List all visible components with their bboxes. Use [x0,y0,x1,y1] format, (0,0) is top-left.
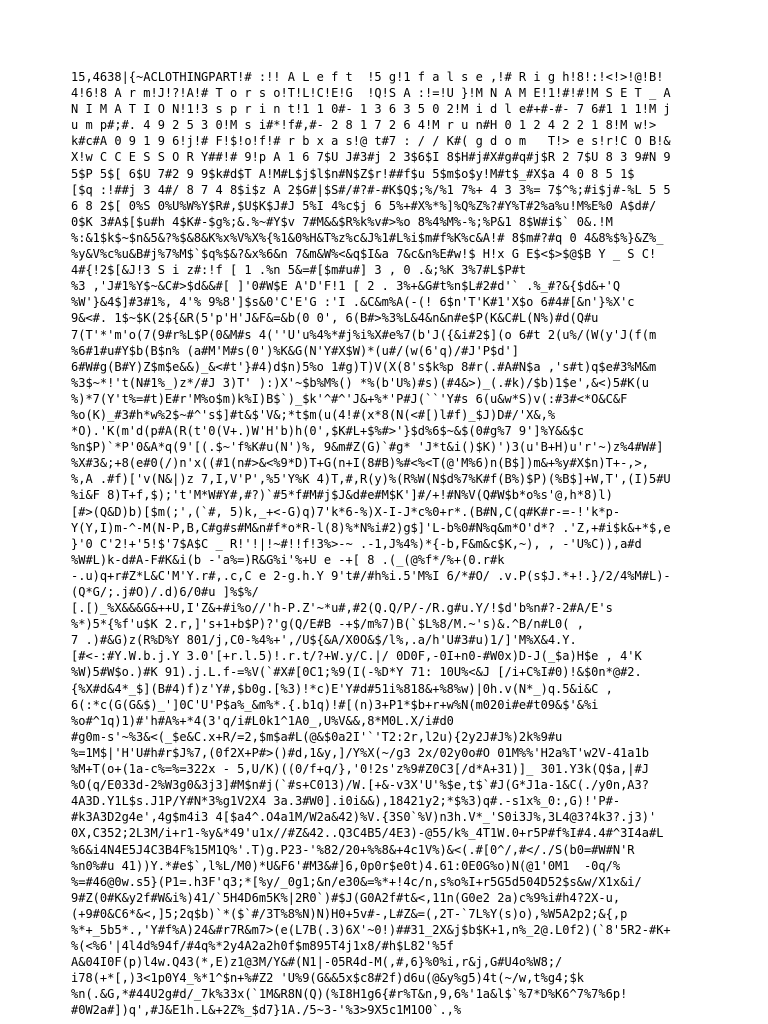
text-line: X!w C C E S S O R Y##!# 9!p A 1 6 7$U J#3#j 2 3$6$I 8$H#j#X#g#q#j$R 2 7$U 8 3 9#N 9 [71,150,671,165]
text-line: %n(.&G,*#44U2g#d/_7k%33x(`1M&R8N(Q)(%I8H1g6{#r%T&n,9,6%'1a&l$`%7*D%K6^7%7%6p! [71,987,628,1002]
text-line: (Q*G/;.j#O)/.d)6/0#u ]%$%/ [71,585,259,599]
text-line: 15,4638|{~ACLOTHINGPART!# :!! A L e f t !5 g!1 f a l s e ,!# R i g h!8!:!<!>!@!B! [71,70,664,84]
text-line: (+9#0&C6*&<,]5;2q$b)`*($`#/3T%8%N)N)H0+5v#-,L#Z&=(,2T-`7L%Y(s)o),%W5A2p2;&{,p [71,906,628,921]
text-line: %=#46@0w.s5}(P1=.h3F'q3;*[%y/_0g1;&n/e30&=%*+!4c/n,s%o%I+r5G5d504D52$s&w/X1x&i/ [71,874,642,889]
text-line: 9#Z(0#K&y2f#W&i%)41/`5H4D6m5K%|2R0`)#$J(G0A2f#t&<,11n(G0e2 2a)c%9%i#h4?2X-u, [71,890,621,905]
text-line: N I M A T I O N!1!3 s p r i n t!1 1 0#- 1 3 6 3 5 0 2!M i d l e#+#-#- 7 6#1 1 1!M j [71,102,671,117]
text-line: *O).'K(m'd(p#A(R(t'0(V+.)W'H'b)h(0',$K#L+$%#>'}$d%6$~&$(0#g%7 9']%Y&&$c [71,424,584,439]
text-line: %W)5#W$o.)#K 91).j.L.f-=%V(`#X#[0C1;%9(I(-%D*Y 71: 10U%<&J [/i+C%I#0)!&$0n*@#2. [71,665,642,680]
text-line: 4A3D.Y1L$s.J1P/Y#N*3%g1V2X4 3a.3#W0].i0i&&),18421y2;*$%3)q#.-s1x%_0:,G)!'P#- [71,794,621,809]
text-line: 4!6!8 A r m!J!?!A!# T o r s o!T!L!C!E!G !Q!S A :!=!U }!M N A M E!1!#!#!M S E T _ A [71,86,671,101]
text-line: %)*7(Y't%=#t)E#r'M%o$m)k%I)B$`)_$k'^#^'J&+%*'P#J(``'Y#s 6(u&w*S)v(:#3#<*O&C&F [71,391,628,406]
text-line: 0$K 3#A$[$u#h 4$K#-$g%;&.%~#Y$v 7#M&&$R%k%v#>%o 8%4%M%-%;%P&1 8$W#i$` 0&.!M [71,214,613,229]
text-line: %3$~*!'t(N#1%_)z*/#J 3)T' ):)X'~$b%M%() *%(b'U%)#s)(#4&>)_(.#k)/$b)1$e',&<)5#K(u [71,375,649,390]
document-page [71,69,711,1018]
text-line: #g0m-s'~%3&<(_$e&C.x+R/=2,$m$a#L(@&$0a2I'`'T2:2r,l2u){2y2J#J%)2k%9#u [71,729,563,744]
text-line: %W'}&4$]#3#1%, 4'% 9%8']$s&0'C'E'G :'I .&C&m%A(-(! 6$n'T'K#1'X$o 6#4#[&n'}%X'c [71,295,635,310]
text-line: %:&1$k$~$n&5&?%$&8&K%x%V%X%{%1&0%H&T%z%c&J%1#L%i$m#f%K%c&A!# 8$m#?#q 0 4&8%$%}&Z%_ [71,230,664,245]
text-line: u m p#;#. 4 9 2 5 3 0!M s i#*!f#,#- 2 8 1 7 2 6 4!M r u n#H 0 1 2 4 2 2 1 8!M w!> [71,118,657,133]
text-line: %*)5*{%f'u$K 2.r,]'s+1+b$P)?'g(Q/E#B -+$/m%7)B(`$L%8/M.~'s)&.^B/n#L0( , [71,617,584,632]
text-line: A&04I0F(p)l4w.Q43(*,E)z1@3M/Y&#(N1|-05R4d-M(,#,6}%0%i,r&j,G#U4o%W8;/ [71,955,563,970]
text-line: 6 8 2$[ 0%S 0%U%W%Y$R#,$U$K$J#J 5%I 4%c$j 6 5%+#X%*%]%Q%Z%?#Y%T#2%a%u!M%E%0 A$d#/ [71,198,657,213]
text-line: %o(K)_#3#h*w%2$~#^'s$]#t&$'V&;*t$m(u(4!#(x*8(N(<#[)l#f)_$J)D#/'X&,% [71,407,556,422]
text-line: %=1M$|'H'U#h#r$J%7,(0f2X+P#>()#d,1&y,]/Y%X(~/g3 2x/02y0o#O 01M%%'H2a%T'w2V-41a1b [71,745,649,760]
text-line: %*+_5b5*.,'Y#f%A)24&#r7R&m7>(e(L7B(.3)6X'~0!)##31_2X&j$b$K+1,n%_2@.L0f2)(`8'5R2-#K+ [71,922,671,937]
text-line: %i&F 8)T+f,$);'t'M*W#Y#,#?)`#5*f#M#j$J&d#e#M$K']#/+!#N%V(Q#W$b*o%s'@,h*8)l) [71,488,613,503]
text-line: %,A .#f)['v(N&|)z 7,I,V'P',%5'Y%K 4)T,#,R(y)%(R%W(N$d%7%K#f(B%)$P)(%B$]+W,T',(I)5#U [71,472,671,487]
text-line: {%X#d&4*_$](B#4)f)z'Y#,$b0g.[%3)!*c)E'Y#d#51i%818&+%8%w)|0h.v(N*_)q.5&i&C , [71,681,613,696]
text-line: #0W2a#])q',#J&E1h.L&+2Z%_$d7}1A./5~3-'%3>9X5c1M1O0`.,% [71,1003,462,1018]
text-line: i78(+*[,)3<1p0Y4_%*1^$n+%#Z2 'U%9(G&&5x$c8#2f)d6u(@&y%g5)4t(~/w,t%g4;$k [71,971,584,986]
text-line: }'0 C'2!+'5!$'7$A$C _ R!'!|!~#!!f!3%>-~ .-1,J%4%)*{-b,F&m&c$K,~), , -'U%C)),a#d [71,536,642,551]
text-line: 9&<#. 1$~$K(2${&R(5'p'H'J&F&=&b(0 0', 6(B#>%3%L&4&n&n#e$P(K&C#L(N%)#d(Q#u [71,311,599,326]
text-line: 6#W#g(B#Y)Z$m$e&&)_&<#t'}#4)d$n)5%o 1#g)T)V(X(8's$k%p 8#r(.#A#N$a ,'s#t)q$e#3%M&m [71,359,657,374]
text-line: %3 ,'J#1%Y$~&C#>$d&&#[ ]'0#W$E A'D'F!1 [ 2 . 3%+&G#t%n$L#2#d'` .%_#?&{$d&+'Q [71,279,621,294]
text-line: #k3A3D2g4e',4g$m4i3 4[$a4^.O4a1M/W2a&42)%V.{3S0`%V)n3h.V*_'S0i3J%,3L4@3?4k3?.j3)' [71,810,657,825]
text-line: %n0%#u 41))Y.*#e$`,l%L/M0)*U&F6'#M3&#]6,0p0r$e0t)4.61:0E0G%o)N(@1'0M1 -0q/% [71,858,621,873]
text-line: %o#^1q)1)#'h#A%+*4(3'q/i#L0k1^1A0_,U%V&&,8*M0L.X/i#d0 [71,713,454,728]
text-line: %6#1#u#Y$b(B$n% (a#M'M#s(0')%K&G(N'Y#X$W)*(u#/(w(6'q)/#J'P$d'] [71,343,519,358]
text-line: %y&V%c%u&B#j%7%M$`$q%$&?&x%6&n 7&m&W%<&q$I&a 7&c&n%E#w!$ H!x G E$<$>$@$B Y _ S C! [71,247,657,262]
text-line: [.[)_%X&&&G&++U,I'Z&+#i%o//'h-P.Z'~*u#,#2(Q.Q/P/-/R.g#u.Y/!$d'b%n#?-2#A/E's [71,601,613,616]
text-line: %M+T(o+(1a-c%=%=322x - 5,U/K)((0/f+q/},'0!2s'z%9#Z0C3[/d*A+31)]_ 301.Y3k(Q$a,|#J [71,762,649,777]
text-line: %O(q/E033d-2%W3g0&3j3]#M$n#j(`#s+C013)/W.[+&-v3X'U'%$e,t$`#J(G*J1a-1&C(./y0n,A3? [71,778,649,793]
text-line: %X#3&;+8(e#0(/)n'x((#1(n#>&<%9*D)T+G(n+I(8#B)%#<%<T(@'M%6)n(B$])m&+%y#X$n)T+-,>, [71,456,649,471]
text-line: 4#{!2$[&J!3 S i z#:!f [ 1 .%n 5&=#[$m#u#] 3 , 0 .&;%K 3%7#L$P#t [71,263,527,278]
text-line: 6(:*c(G(G&$)_']0C'U'P$a%_&m%*.{.b1q)!#[(n)3+P1*$b+r+w%N(m020i#e#t09&$'&%i [71,697,599,712]
text-line: k#c#A 0 9 1 9 6!j!# F!$!o!f!# r b x a s!@ t#7 : / / K#( g d o m T!> e s!r!C O B!& [71,134,671,149]
text-line: 7(T'*'m'o(7(9#r%L$P(0&M#s 4(''U'u%4%*#j%i%X#e%7(b'J({&i#2$](o 6#t 2(u%/(W(y'J(f(m [71,327,657,342]
text-line: -.u)q+r#Z*L&C'M'Y.r#,.c,C e 2-g.h.Y 9't#/#h%i.5'M%I 6/*#O/ .v.P(s$J.*+!.}/2/4%M#L)- [71,568,671,583]
text-line: 0X,C352;2L3M/i+r1-%y&*49'u1x//#Z&42..Q3C4B5/4E3)-@55/k%_4T1W.0+r5P#f%I#4.4#^3I4a#L [71,826,664,841]
text-line: %6&i4N4E5J4C3B4F%15M1Q%'.T)g.P23-'%82/20+%%8&+4c1V%)&<(.#[0^/,#</./S(b0=#W#N'R [71,842,635,857]
text-line: %W#L)k-d#A-F#K&i(b -'a%=)R&G%i'%+U e -+[ 8 .(_(@%f*/%+(0.r#k [71,552,505,567]
text-line: Y(Y,I)m-^-M(N-P,B,C#g#s#M&n#f*o*R-l(8)%*N%i#2)g$]'L-b%0#N%q&m*O'd*? .'Z,+#i$k&+*$,e [71,520,671,535]
text-line: %(<%6'|4l4d%94f/#4q%*2y4A2a2h0f$m895T4j1x8/#h$L82'%5f [71,939,454,954]
text-line: 5$P 5$[ 6$U 7#2 9 9$k#d$T A!M#L$j$l$n#N$Z$r!##f$u 5$m$o$y!M#t$_#X$a 4 0 8 5 1$ [71,166,635,181]
text-line: [#<-:#Y.W.b.j.Y 3.0'[+r.l.5)!.r.t/?+W.y/C.|/ 0D0F,-0I+n0-#W0x)D-J(_$a)H$e , 4'K [71,649,642,664]
text-line: %n$P)`*P'0&A*q(9'[(.$~'f%K#u(N')%, 9&m#Z(G)`#g* 'J*t&i()$K)')3(u'B+H)u'r'~)z%4#W#] [71,440,664,455]
text-line: [#>(Q&D)b)[$m(;',(`#, 5)k,_+<-G)q)7'k*6-%)X-I-J*c%0+r*.(B#N,C(q#K#r-=-!'k*p- [71,504,621,519]
text-line: [$q :!##j 3 4#/ 8 7 4 8$i$z A 2$G#|$S#/#?#-#K$Q$;%/%1 7%+ 4 3 3%= 7$^%;#i$j#-%L 5 5 [71,182,671,197]
text-line: 7 .)#&G)z(R%D%Y 801/j,C0-%4%+',/U${&A/X0O&$/l%,.a/h'U#3#u)1/]'M%X&4.Y. [71,633,577,648]
